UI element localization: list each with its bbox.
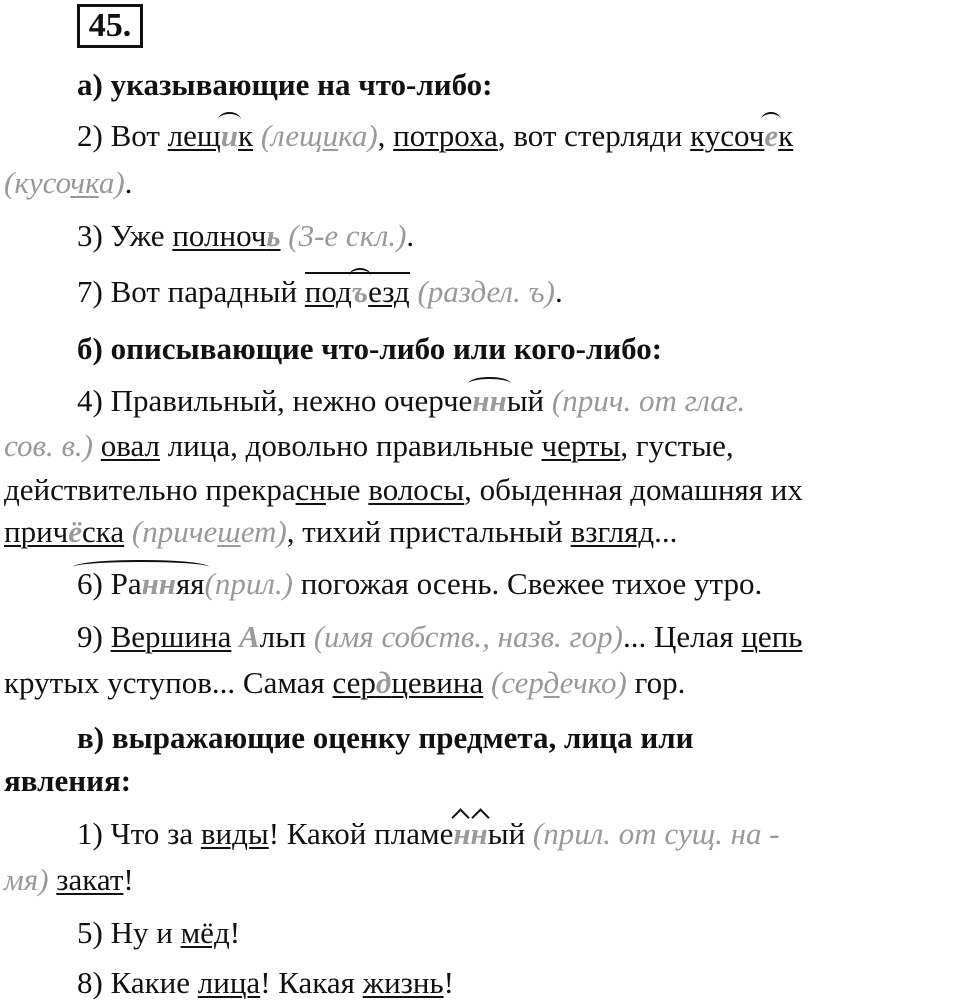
text: чк (70, 165, 99, 200)
text (93, 428, 101, 463)
text: к (778, 118, 794, 153)
text: ! Какой пламе (268, 816, 454, 851)
text: цевина (391, 665, 484, 700)
exercise-number: 45. (77, 4, 143, 48)
text: гор. (626, 665, 686, 700)
note: (прич. от глаг. (551, 383, 746, 418)
orthogram-letters: нн (453, 816, 488, 851)
orthogram-letter: ё (68, 514, 83, 549)
word-vidy: виды (200, 816, 269, 851)
word-myod: мёд (180, 915, 230, 950)
item-2-line-1 (77, 120, 793, 151)
note: (прил. от сущ. на - (532, 816, 780, 851)
orthogram-letters: нн (472, 383, 507, 418)
text: ! Какая (260, 965, 363, 1000)
text: крутых уступов... Самая (4, 665, 333, 700)
text: ые (325, 472, 369, 507)
item-2-line-2 (4, 167, 132, 198)
item-4-line-3 (4, 474, 803, 505)
text: ечко) (559, 665, 627, 700)
section-b-heading: б) описывающие что-либо или кого-либо: (77, 331, 663, 366)
text: 2) Вот (77, 118, 168, 153)
text: , обыденная домашняя их (464, 472, 803, 507)
text: (сер (491, 665, 544, 700)
note-prichesh (132, 514, 287, 549)
word-oval: овал (100, 428, 160, 463)
word-potrokha: потроха (393, 118, 498, 153)
item-9-line-2 (4, 667, 685, 698)
item-7 (77, 276, 563, 307)
word-kusochek (690, 118, 793, 153)
text: (кусо (4, 165, 71, 200)
item-3 (77, 220, 414, 251)
note: (имя собств., назв. гор) (313, 619, 623, 654)
text: ш (217, 514, 241, 549)
text: сер (332, 665, 376, 700)
text: ! (229, 915, 241, 950)
text: . (124, 165, 133, 200)
text: ет) (240, 514, 287, 549)
section-a-heading: а) указывающие на что-либо: (77, 67, 493, 102)
text: ! (443, 965, 454, 1000)
text: 8) Какие (77, 965, 198, 1000)
word-prichyoska (4, 514, 124, 549)
note-leshchika (261, 118, 378, 153)
text: лица, довольно правильные (159, 428, 542, 463)
orthogram-letter: А (239, 619, 260, 654)
text: ска (82, 514, 125, 549)
note: (раздел. ъ) (417, 274, 555, 309)
word-zakat: закат (56, 862, 124, 897)
text: и (322, 118, 339, 153)
text: (приче (131, 514, 218, 549)
section-c-heading-line-1: в) выражающие оценку предмета, лица или (77, 720, 694, 755)
item-1-line-1 (77, 818, 780, 849)
word-vzglyad: взгляд (570, 514, 655, 549)
word-cherty: черты (541, 428, 621, 463)
item-6 (77, 568, 762, 599)
orthogram-letter: и (220, 118, 238, 153)
text: полноч (172, 218, 267, 253)
text: действительно прекра (4, 472, 296, 507)
word-leshchik (168, 118, 253, 153)
orthogram-letter: ь (266, 218, 281, 253)
text: , тихий пристальный (286, 514, 571, 549)
text: к (238, 118, 254, 153)
text: . (554, 274, 563, 309)
text: 6) Ра (77, 566, 142, 601)
orthogram-letter: ъ (351, 274, 369, 309)
item-4-line-4 (4, 516, 677, 547)
text: ка) (338, 118, 378, 153)
word-litsa: лица (197, 965, 261, 1000)
word-tsep: цепь (741, 619, 803, 654)
orthogram-letter: е (764, 118, 779, 153)
text: а) (98, 165, 125, 200)
text: ! (123, 862, 134, 897)
word-serdtsevina (333, 665, 484, 700)
text: сн (295, 472, 326, 507)
item-9-line-1 (77, 621, 802, 652)
text: кусоч (690, 118, 765, 153)
note-serdechko (491, 665, 627, 700)
text: лещ (167, 118, 221, 153)
item-4-line-2 (4, 430, 734, 461)
section-c-heading-line-2: явления: (4, 763, 132, 798)
word-polnoch (172, 218, 280, 253)
text (483, 665, 491, 700)
word-vershina: Вершина (110, 619, 232, 654)
text: 1) Что за (77, 816, 201, 851)
text: . (406, 218, 415, 253)
word-podezd (305, 276, 410, 307)
text: д (543, 665, 560, 700)
text: , густые, (620, 428, 734, 463)
text: ый (487, 816, 533, 851)
word-zhizn: жизнь (362, 965, 444, 1000)
note: (прил.) (204, 566, 293, 601)
text: езд (368, 274, 410, 309)
word-volosy: волосы (368, 472, 465, 507)
text: 3) Уже (77, 218, 173, 253)
note: сов. в.) (4, 428, 93, 463)
text: 5) Ну и (77, 915, 181, 950)
text: (лещ (260, 118, 323, 153)
text: погожая осень. Свежее тихое утро. (292, 566, 763, 601)
text: 9) (77, 619, 111, 654)
text: 4) Правильный, нежно очерче (77, 383, 473, 418)
item-5 (77, 917, 240, 948)
text: под (304, 274, 352, 309)
text: ... (654, 514, 678, 549)
text: 7) Вот парадный (77, 274, 305, 309)
text: , (377, 118, 394, 153)
item-1-line-2 (4, 864, 134, 895)
text (231, 619, 239, 654)
text: ый (506, 383, 552, 418)
text: прич (4, 514, 69, 549)
text: льп (259, 619, 314, 654)
item-4-line-1 (77, 385, 745, 416)
text: , вот стерляди (497, 118, 691, 153)
note: мя) (4, 862, 49, 897)
item-8 (77, 967, 454, 998)
text (124, 514, 132, 549)
text: ... Целая (622, 619, 742, 654)
note: (3-е скл.) (288, 218, 407, 253)
orthogram-letters: нн (141, 566, 176, 601)
text: яя (176, 566, 205, 601)
word-rannyaya (77, 568, 205, 599)
orthogram-letter: д (375, 665, 392, 700)
note-kusochka (4, 165, 125, 200)
